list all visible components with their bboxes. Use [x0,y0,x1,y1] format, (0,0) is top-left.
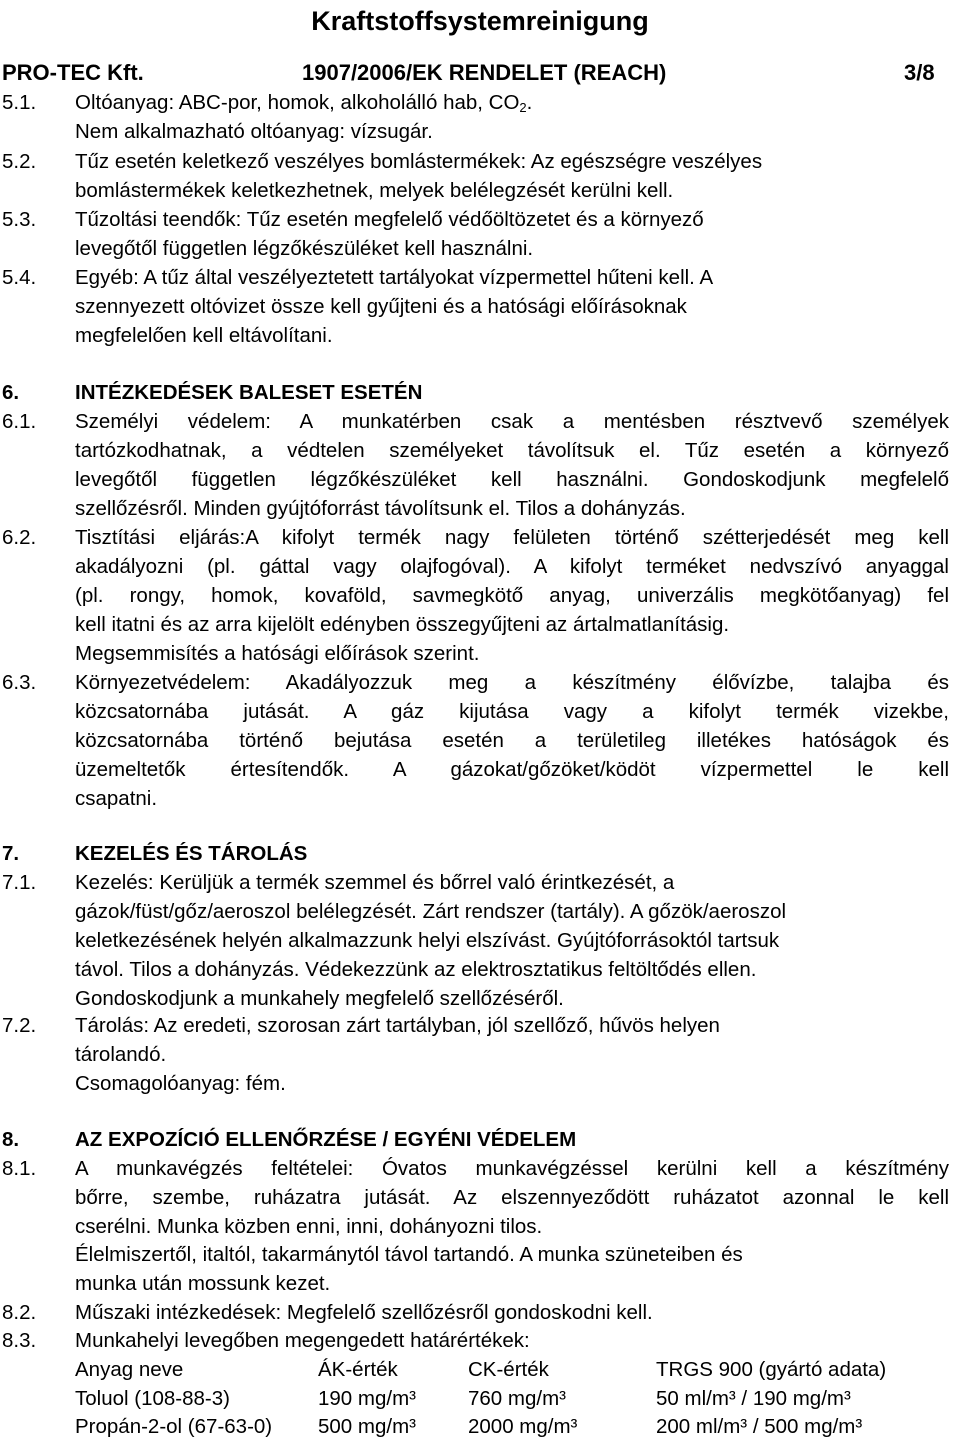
table-cell: 760 mg/m³ [468,1387,566,1410]
table-cell: Propán-2-ol (67-63-0) [75,1415,273,1438]
item-number-7-2: 7.2. [2,1014,37,1037]
regulation-ref: 1907/2006/EK RENDELET (REACH) [302,60,667,85]
section-number-8: 8. [2,1128,20,1151]
item-text-5-2: Tűz esetén keletkező veszélyes bomlástermékek: Az egészségre veszélyes bomlástermékek keletkezhetnek, melyek belélegzését kerülni kell. [75,150,763,202]
page-number: 3/8 [904,60,935,85]
table-cell: 50 ml/m³ / 190 mg/m³ [656,1387,851,1410]
section-title-7: KEZELÉS ÉS TÁROLÁS [75,842,308,865]
item-text-8-1-e: munka után mossunk kezet. [75,1272,331,1295]
item-number-5-1: 5.1. [2,91,37,114]
item-number-6-3: 6.3. [2,671,37,694]
table-header-ck: CK-érték [468,1358,549,1381]
item-text-8-3: Munkahelyi levegőben megengedett határértékek: [75,1329,530,1352]
item-number-5-3: 5.3. [2,208,37,231]
item-text-8-2: Műszaki intézkedések: Megfelelő szellőzésről gondoskodni kell. [75,1301,653,1324]
item-text-6-2-end: Megsemmisítés a hatósági előírások szerint. [75,642,480,665]
item-text-6-1: Személyi védelem: A munkatérben csak a mentésben résztvevő személyek tartózkodhatnak, a védtelen személyeket távolítsuk el. Tűz esetén a környező levegőtől független légzőkészüléket kell használni. Gondoskodjunk megfelelő szellőzésről. Minden gyújtóforrást távolítsunk el. Tilos a dohányzás. [75,410,949,520]
item-number-6-1: 6.1. [2,410,37,433]
item-number-8-3: 8.3. [2,1329,37,1352]
item-number-5-2: 5.2. [2,150,37,173]
item-number-7-1: 7.1. [2,871,37,894]
item-text-7-2: Tárolás: Az eredeti, szorosan zárt tartályban, jól szellőző, hűvös helyen tárolandó. Csomagolóanyag: fém. [75,1014,720,1095]
table-cell: 200 ml/m³ / 500 mg/m³ [656,1415,863,1438]
company-name: PRO-TEC Kft. [2,60,144,85]
item-text-8-1-d: Élelmiszertől, italtól, takarmánytól távol tartandó. A munka szüneteiben és [75,1243,743,1266]
table-header-ak: ÁK-érték [318,1358,398,1381]
item-number-8-1: 8.1. [2,1157,37,1180]
table-cell: 190 mg/m³ [318,1387,416,1410]
table-header-substance: Anyag neve [75,1358,184,1381]
table-cell: Toluol (108-88-3) [75,1387,230,1410]
table-cell: 2000 mg/m³ [468,1415,578,1438]
item-text-6-3-end: csapatni. [75,787,158,810]
table-cell: 500 mg/m³ [318,1415,416,1438]
item-number-6-2: 6.2. [2,526,37,549]
section-title-8: AZ EXPOZÍCIÓ ELLENŐRZÉSE / EGYÉNI VÉDELEM [75,1128,577,1151]
item-text-8-1: A munkavégzés feltételei: Óvatos munkavégzéssel kerülni kell a készítmény bőrre, szembe, ruházatra jutását. Az elszennyeződött ruházatot azonnal le kell [75,1157,949,1209]
item-text-6-3: Környezetvédelem: Akadályozzuk meg a készítmény élővízbe, talajba és közcsatornába jutását. A gáz kijutása vagy a kifolyt termék vizekbe, közcsatornába történő bejutása esetén a területileg illetékes hatóságok és üzemeltetők értesítendők. A gázokat/gőzöket/ködöt vízpermettel le kell [75,671,949,781]
item-text-6-2: Tisztítási eljárás:A kifolyt termék nagy felületen történő szétterjedését meg kell akadályozni (pl. gáttal vagy olajfogóval). A kifolyt terméket nedvszívó anyaggal (pl. rongy, homok, kovaföld, savmegkötő anyag, univerzális megkötőanyag) fel kell itatni és az arra kijelölt edényben összegyűjteni az ártalmatlanításig. [75,526,949,636]
item-text-5-1: Oltóanyag: ABC-por, homok, alkoholálló hab, $CO_2$. [75,91,533,115]
item-text-5-1-b: Nem alkalmazható oltóanyag: vízsugár. [75,120,433,143]
section-number-6: 6. [2,381,20,404]
section-number-7: 7. [2,842,20,865]
item-text-7-1: Kezelés: Kerüljük a termék szemmel és bőrrel való érintkezését, a gázok/füst/gőz/aeroszol belélegzését. Zárt rendszer (tartály). A gőzök/aeroszol keletkezésének helyén alkalmazzunk helyi elszívást. Gyújtóforrásoktól tartsuk távol. Tilos a dohányzás. Védekezzünk az elektrosztatikus feltöltődés ellen. Gondoskodjunk a munkahely megfelelő szellőzéséről. [75,871,787,1010]
section-title-6: INTÉZKEDÉSEK BALESET ESETÉN [75,381,423,404]
item-text-5-3: Tűzoltási teendők: Tűz esetén megfelelő védőöltözetet és a környező levegőtől független légzőkészüléket kell használni. [75,208,704,260]
item-text-8-1-c: cserélni. Munka közben enni, inni, dohányozni tilos. [75,1215,543,1238]
item-number-5-4: 5.4. [2,266,37,289]
table-header-trgs: TRGS 900 (gyártó adata) [656,1358,887,1381]
item-number-8-2: 8.2. [2,1301,37,1324]
item-text-5-4: Egyéb: A tűz által veszélyeztetett tartályokat vízpermettel hűteni kell. A szennyezett oltóvizet össze kell gyűjteni és a hatósági előírásoknak megfelelően kell eltávolítani. [75,266,714,347]
document-title: Kraftstoffsystemreinigung [311,6,649,36]
